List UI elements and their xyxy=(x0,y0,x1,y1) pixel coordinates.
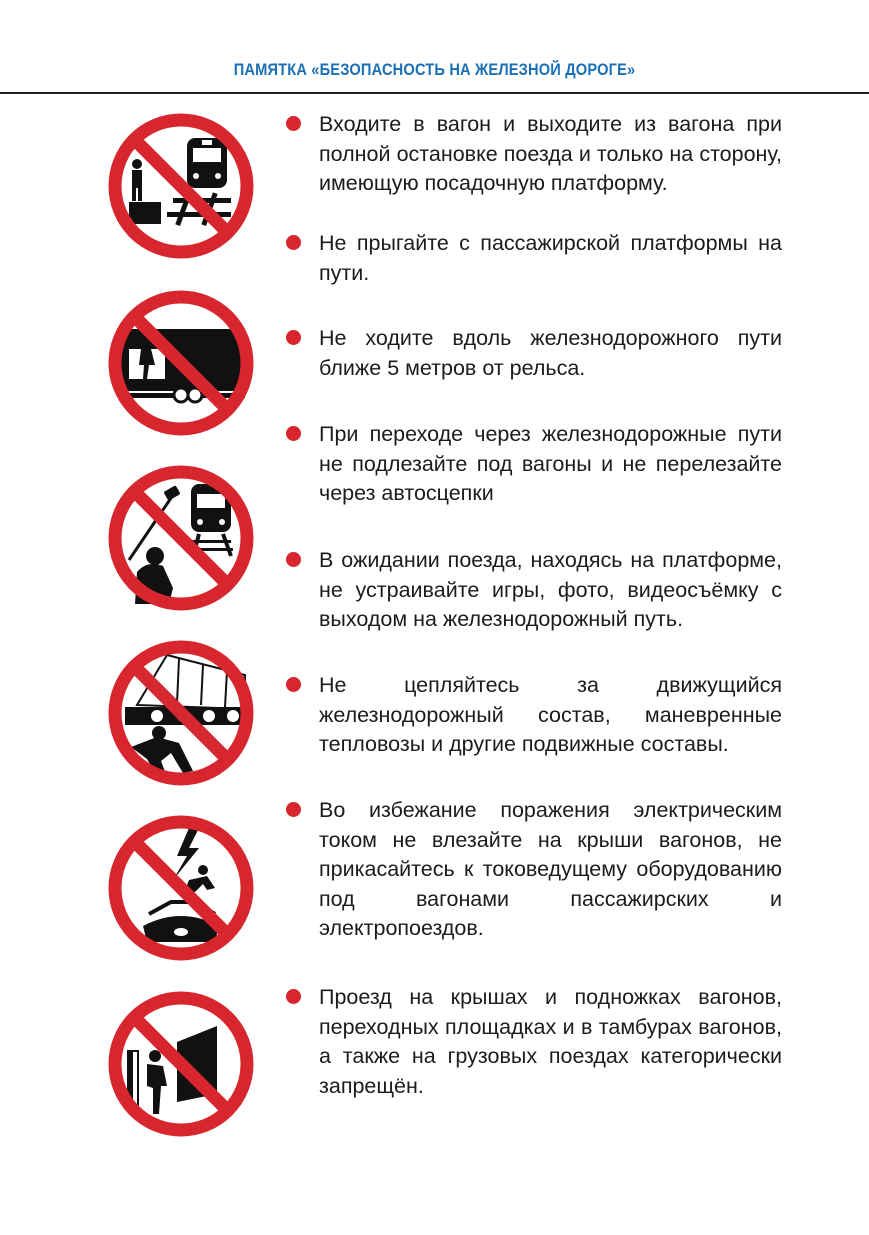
rule-text: Входите в вагон и выходите из вагона при полной остановке поезда и только на сторону, имеющую посадочную платформу. xyxy=(319,112,782,195)
rule-text: Не ходите вдоль железнодорожного пути ближе 5 метров от рельса. xyxy=(319,326,782,380)
bullet-icon xyxy=(286,802,301,817)
rule-item xyxy=(286,546,782,635)
rule-item xyxy=(286,796,782,944)
no-boarding-from-track-icon xyxy=(107,112,255,260)
no-electric-shock-icon xyxy=(107,814,255,962)
rule-text: Проезд на крышах и подножках вагонов, переходных площадках и в тамбурах вагонов, а также на грузовых поездах категорически запрещён. xyxy=(319,985,782,1098)
rule-item xyxy=(286,983,782,1101)
bullet-icon xyxy=(286,330,301,345)
rule-text: При переходе через железнодорожные пути не подлезайте под вагоны и не перелезайте через автосцепки xyxy=(319,422,782,505)
rule-item xyxy=(286,110,782,199)
rule-text: Не цепляйтесь за движущийся железнодорожный состав, маневренные тепловозы и другие подвижные составы. xyxy=(319,673,782,756)
page-title: ПАМЯТКА «БЕЗОПАСНОСТЬ НА ЖЕЛЕЗНОЙ ДОРОГЕ» xyxy=(233,60,636,79)
bullet-icon xyxy=(286,235,301,250)
rule-item xyxy=(286,324,782,383)
no-walking-along-train-icon xyxy=(107,289,255,437)
bullet-icon xyxy=(286,552,301,567)
no-hanging-on-train-icon xyxy=(107,639,255,787)
bullet-icon xyxy=(286,426,301,441)
no-selfie-on-tracks-icon xyxy=(107,464,255,612)
header-divider xyxy=(0,92,869,94)
rule-item xyxy=(286,671,782,760)
no-riding-outside-wagon-icon xyxy=(107,990,255,1138)
rule-text: В ожидании поезда, находясь на платформе, не устраивайте игры, фото, видеосъёмку с выходом на железнодорожный путь. xyxy=(319,548,782,631)
rule-text: Не прыгайте с пассажирской платформы на пути. xyxy=(319,231,782,285)
rule-text: Во избежание поражения электрическим током не влезайте на крыши вагонов, не прикасайтесь к токоведущему оборудованию под вагонами пассажирских и электропоездов. xyxy=(319,798,782,940)
rule-item xyxy=(286,229,782,288)
bullet-icon xyxy=(286,116,301,131)
bullet-icon xyxy=(286,989,301,1004)
rule-item xyxy=(286,420,782,509)
bullet-icon xyxy=(286,677,301,692)
